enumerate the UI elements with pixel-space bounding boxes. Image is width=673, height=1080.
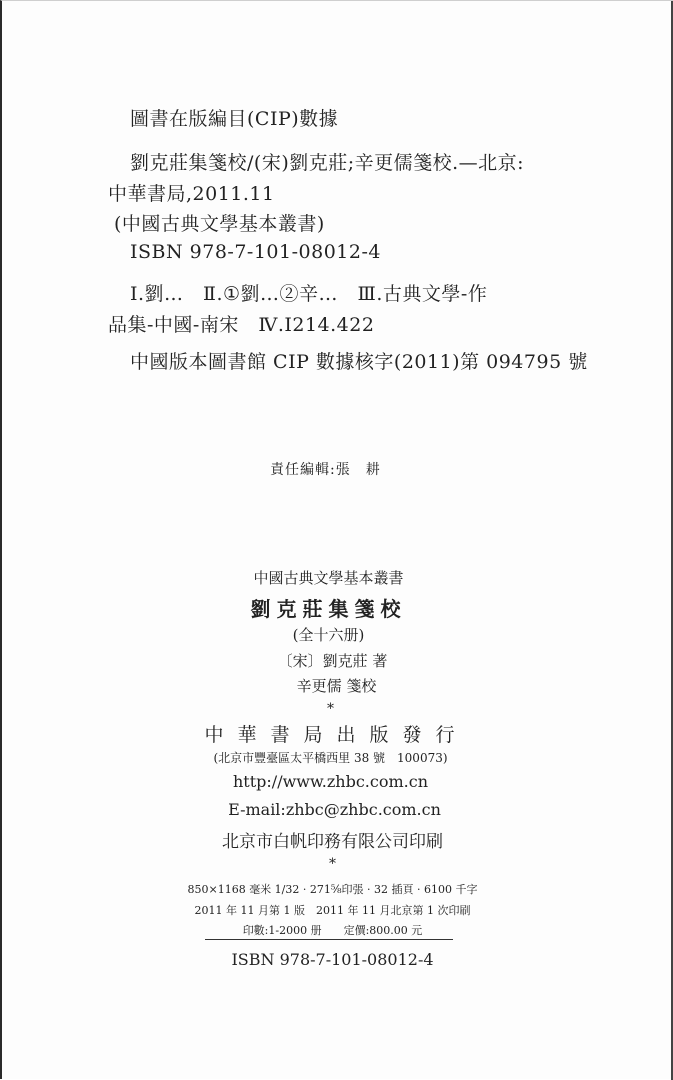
book-title: 劉克莊集箋校 xyxy=(250,597,407,621)
print-run-price: 印數:1-2000 册 定價:800.00 元 xyxy=(242,924,423,937)
separator-asterisk: * xyxy=(327,701,334,717)
publisher-name: 中華書局出版發行 xyxy=(204,724,469,746)
publisher-address: (北京市豐臺區太平橋西里 38 號 100073) xyxy=(213,751,448,765)
publisher-email: E-mail:zhbc@zhbc.com.cn xyxy=(228,800,441,819)
isbn-number: ISBN 978-7-101-08012-4 xyxy=(231,950,434,969)
edition-info: 2011 年 11 月第 1 版 2011 年 11 月北京第 1 次印刷 xyxy=(194,904,471,917)
cip-record-line: 劉克莊集箋校/(宋)劉克莊;辛更儒箋校.—北京: xyxy=(130,152,525,174)
author-credit: 〔宋〕劉克莊 著 xyxy=(277,652,388,670)
responsible-editor: 責任編輯:張 耕 xyxy=(270,462,381,478)
cip-isbn-line: ISBN 978-7-101-08012-4 xyxy=(130,241,381,263)
printer-name: 北京市白帆印務有限公司印刷 xyxy=(222,832,443,852)
cip-library-number: 中國版本圖書館 CIP 數據核字(2011)第 094795 號 xyxy=(130,351,588,373)
annotator-credit: 辛更儒 箋校 xyxy=(296,677,377,695)
cip-subject-line: 品集-中國-南宋 Ⅳ.I214.422 xyxy=(108,314,375,336)
cip-subject-line: Ⅰ.劉… Ⅱ.①劉…②辛… Ⅲ.古典文學-作 xyxy=(130,283,488,305)
cip-record-line: 中華書局,2011.11 xyxy=(108,183,275,205)
publisher-website: http://www.zhbc.com.cn xyxy=(233,772,428,791)
series-name: 中國古典文學基本叢書 xyxy=(253,569,404,587)
print-specs: 850×1168 毫米 1/32 · 271⅝印張 · 32 插頁 · 6100 千字 xyxy=(187,883,478,896)
cip-series-line: (中國古典文學基本叢書) xyxy=(114,213,325,235)
separator-asterisk: * xyxy=(329,856,336,872)
cip-title: 圖書在版編目(CIP)數據 xyxy=(130,108,339,130)
volume-count: (全十六册) xyxy=(292,626,365,644)
divider-rule xyxy=(205,939,453,940)
